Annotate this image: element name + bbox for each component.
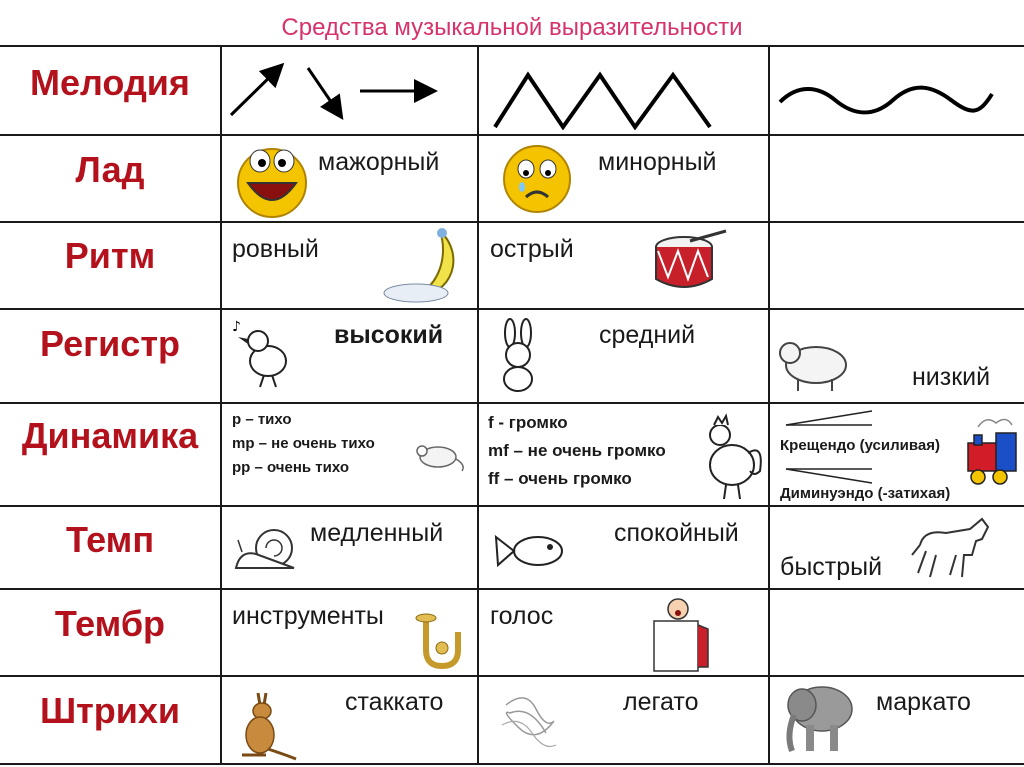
cell-legato: легато xyxy=(623,688,699,716)
row-divider xyxy=(0,134,1024,136)
column-divider xyxy=(220,45,222,765)
cell-high: высокий xyxy=(334,321,444,349)
cell-even: ровный xyxy=(232,235,319,263)
dynamics-mp: mp – не очень тихо xyxy=(232,435,375,452)
zigzag-icon xyxy=(490,70,715,130)
fish-icon xyxy=(492,525,572,580)
cell-slow: медленный xyxy=(310,519,444,547)
bird-icon xyxy=(230,317,300,392)
sad-smiley-icon xyxy=(500,141,575,216)
arrows-icon xyxy=(226,63,446,123)
dynamics-ff: ff – очень громко xyxy=(488,469,632,488)
cell-marcato: маркато xyxy=(876,688,971,716)
dynamics-crescendo: Крещендо (усиливая) xyxy=(780,437,940,454)
crescendo-icon xyxy=(782,407,876,429)
bear-icon xyxy=(776,317,851,395)
cell-major: мажорный xyxy=(318,148,440,176)
mouse-icon xyxy=(408,433,468,473)
rooster-icon xyxy=(698,413,766,501)
row-label-dynamics: Динамика xyxy=(21,415,199,456)
dynamics-pp: pp – очень тихо xyxy=(232,459,349,476)
dynamics-mf: mf – не очень громко xyxy=(488,441,666,460)
dynamics-diminuendo: Диминуэндо (-затихая) xyxy=(780,485,951,502)
cell-sharp: острый xyxy=(490,235,574,263)
moon-icon xyxy=(382,225,467,305)
dynamics-f: f - громко xyxy=(488,413,568,432)
row-divider xyxy=(0,505,1024,507)
horse-icon xyxy=(906,515,998,581)
table-border-bottom xyxy=(0,763,1024,765)
tuba-icon xyxy=(412,610,464,672)
cell-instruments: инструменты xyxy=(232,602,384,630)
singer-icon xyxy=(648,595,714,675)
cell-voice: голос xyxy=(490,602,554,630)
row-divider xyxy=(0,402,1024,404)
cell-staccato: стаккато xyxy=(345,688,444,716)
cell-low: низкий xyxy=(912,363,991,391)
cell-minor: минорный xyxy=(598,148,717,176)
row-label-timbre: Тембр xyxy=(54,603,166,644)
row-label-strokes: Штрихи xyxy=(39,690,181,731)
row-divider xyxy=(0,308,1024,310)
row-label-tempo: Темп xyxy=(65,519,155,560)
row-divider xyxy=(0,675,1024,677)
wave-icon xyxy=(775,80,995,120)
cell-fast: быстрый xyxy=(780,553,883,581)
row-label-register: Регистр xyxy=(40,323,180,364)
rabbit-icon xyxy=(488,317,548,397)
kangaroo-icon xyxy=(230,685,300,765)
column-divider xyxy=(477,45,479,765)
row-divider xyxy=(0,588,1024,590)
row-label-rhythm: Ритм xyxy=(64,235,156,276)
row-label-melody: Мелодия xyxy=(30,62,190,103)
elephant-icon xyxy=(780,675,864,759)
cell-calm: спокойный xyxy=(614,519,739,547)
decrescendo-icon xyxy=(782,465,876,487)
cell-middle: средний xyxy=(599,321,696,349)
train-icon xyxy=(960,413,1024,493)
column-divider xyxy=(768,45,770,765)
snail-icon xyxy=(230,520,300,580)
tangle-icon xyxy=(496,685,566,755)
page-title: Средства музыкальной выразительности xyxy=(281,14,743,41)
table-border-top xyxy=(0,45,1024,47)
row-label-mode: Лад xyxy=(75,149,145,190)
drum-icon xyxy=(650,227,730,305)
svg-text:♪: ♪ xyxy=(232,319,241,335)
expression-table xyxy=(0,45,1024,767)
dynamics-p: p – тихо xyxy=(232,411,292,428)
row-divider xyxy=(0,221,1024,223)
happy-smiley-icon xyxy=(232,141,312,219)
